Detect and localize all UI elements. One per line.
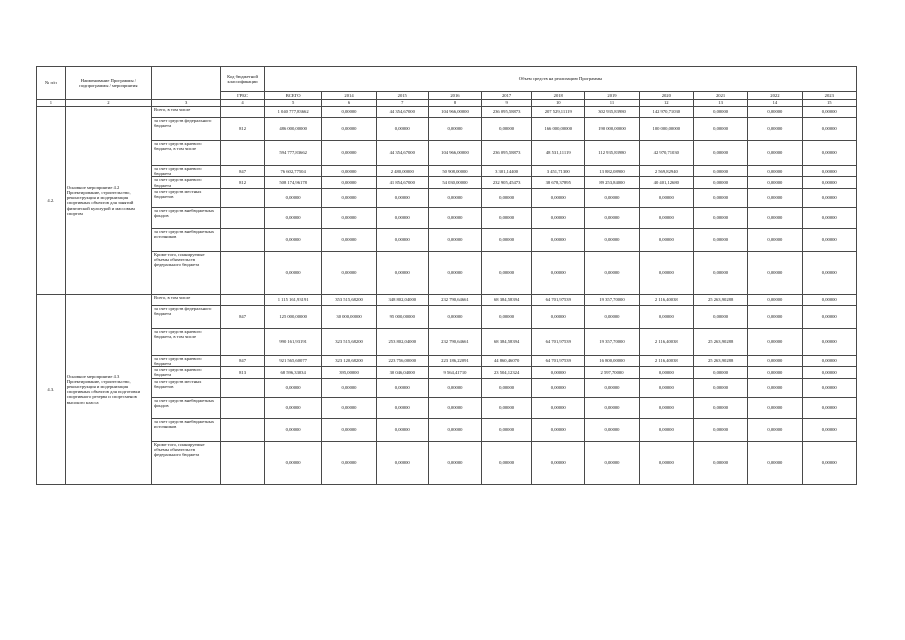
- year-value: 0,00000: [482, 441, 532, 484]
- year-value: 236 095,58873: [482, 141, 532, 166]
- year-value: 100 000,00000: [639, 118, 693, 141]
- grbs-code: 813: [221, 367, 265, 378]
- col-number: 1: [37, 100, 66, 107]
- grbs-code: [221, 251, 265, 294]
- total-value: 125 000,00000: [264, 305, 322, 328]
- funding-source: за счет средств краевого бюджета, в том числе: [152, 141, 221, 166]
- funding-source: за счет средств федерального бюджета: [152, 305, 221, 328]
- year-value: 2 116,40038: [639, 328, 693, 355]
- year-value: 2 569,82940: [639, 166, 693, 177]
- year-value: 0,00000: [748, 228, 802, 251]
- year-value: 207 529,11119: [532, 107, 585, 118]
- year-value: 0,00000: [802, 107, 856, 118]
- header-year: 2015: [376, 92, 428, 100]
- funding-source: за счет средств краевого бюджета: [152, 367, 221, 378]
- year-value: 0,00000: [322, 207, 376, 228]
- year-value: 0,00000: [693, 177, 747, 188]
- table-row: [37, 166, 857, 177]
- year-value: 0,00000: [748, 355, 802, 366]
- year-value: 323 515,68200: [322, 328, 376, 355]
- year-value: 0,00000: [482, 305, 532, 328]
- table-row: [37, 418, 857, 441]
- year-value: 0,00000: [585, 305, 639, 328]
- year-value: 0,00000: [693, 441, 747, 484]
- col-number: 5: [264, 100, 322, 107]
- year-value: 44 354,67000: [376, 141, 428, 166]
- year-value: 223 756,00000: [376, 355, 428, 366]
- item-number: 4.2.: [37, 107, 66, 295]
- year-value: 0,00000: [748, 107, 802, 118]
- year-value: 0,00000: [585, 397, 639, 418]
- col-number: 8: [428, 100, 481, 107]
- year-value: 0,00000: [428, 378, 481, 397]
- year-value: 0,00000: [639, 228, 693, 251]
- year-value: 0,00000: [802, 141, 856, 166]
- year-value: 2 116,40038: [639, 294, 693, 305]
- total-value: 1 040 777,83662: [264, 107, 322, 118]
- header-volume: Объем средств на реализацию Программы: [264, 67, 856, 92]
- funding-source: Кроме того, планируемые объемы обязательств федерального бюджета: [152, 441, 221, 484]
- funding-source: за счет средств внебюджетных источников: [152, 418, 221, 441]
- year-value: 112 935,83980: [585, 141, 639, 166]
- year-value: 0,00000: [532, 188, 585, 207]
- year-value: 0,00000: [428, 397, 481, 418]
- header-code: Код бюджетной классификации: [221, 67, 265, 92]
- year-value: 0,00000: [482, 418, 532, 441]
- year-value: 19 357,70000: [585, 328, 639, 355]
- year-value: 0,00000: [428, 118, 481, 141]
- year-value: 0,00000: [639, 418, 693, 441]
- year-value: 0,00000: [693, 207, 747, 228]
- year-value: 38 678,37895: [532, 177, 585, 188]
- funding-source: за счет средств внебюджетных фондов: [152, 207, 221, 228]
- col-number: 14: [748, 100, 802, 107]
- col-number: 13: [693, 100, 747, 107]
- year-value: 348 802,04000: [376, 294, 428, 305]
- year-value: 68 384,58394: [482, 328, 532, 355]
- year-value: 104 966,00000: [428, 141, 481, 166]
- year-value: 0,00000: [482, 118, 532, 141]
- year-value: 42 970,71030: [639, 141, 693, 166]
- year-value: 23 504,12324: [482, 367, 532, 378]
- year-value: 0,00000: [748, 207, 802, 228]
- year-value: 41 854,67000: [376, 177, 428, 188]
- total-value: 1 115 161,93191: [264, 294, 322, 305]
- year-value: 323 120,68200: [322, 355, 376, 366]
- table-row: [37, 397, 857, 418]
- year-value: 25 263,90288: [693, 294, 747, 305]
- year-value: 0,00000: [693, 367, 747, 378]
- year-value: 0,00000: [428, 228, 481, 251]
- year-value: 0,00000: [376, 397, 428, 418]
- col-number: 12: [639, 100, 693, 107]
- grbs-code: [221, 441, 265, 484]
- year-value: 0,00000: [428, 251, 481, 294]
- header-year: 2018: [532, 92, 585, 100]
- year-value: 0,00000: [322, 397, 376, 418]
- year-value: 0,00000: [748, 141, 802, 166]
- year-value: 2 116,40038: [639, 355, 693, 366]
- year-value: 0,00000: [802, 328, 856, 355]
- year-value: 0,00000: [748, 367, 802, 378]
- year-value: 25 263,90288: [693, 355, 747, 366]
- funding-source: за счет средств краевого бюджета, в том числе: [152, 328, 221, 355]
- year-value: 0,00000: [532, 207, 585, 228]
- year-value: 0,00000: [322, 177, 376, 188]
- table-row: [37, 378, 857, 397]
- funding-source: за счет средств внебюджетных фондов: [152, 397, 221, 418]
- grbs-code: 812: [221, 177, 265, 188]
- year-value: 50 908,00000: [428, 166, 481, 177]
- year-value: 0,00000: [693, 107, 747, 118]
- year-value: 166 000,00000: [532, 118, 585, 141]
- year-value: 0,00000: [585, 188, 639, 207]
- year-value: 0,00000: [639, 251, 693, 294]
- grbs-code: 812: [221, 118, 265, 141]
- year-value: 2 480,00000: [376, 166, 428, 177]
- total-value: 0,00000: [264, 378, 322, 397]
- year-value: 0,00000: [693, 378, 747, 397]
- year-value: 0,00000: [322, 251, 376, 294]
- header-year: 2022: [748, 92, 802, 100]
- year-value: 44 354,67000: [376, 107, 428, 118]
- year-value: 0,00000: [322, 118, 376, 141]
- year-value: 0,00000: [748, 378, 802, 397]
- total-value: 0,00000: [264, 207, 322, 228]
- year-value: 0,00000: [639, 397, 693, 418]
- year-value: 0,00000: [322, 378, 376, 397]
- col-number: 6: [322, 100, 376, 107]
- year-value: 0,00000: [639, 441, 693, 484]
- header-total: ВСЕГО: [264, 92, 322, 100]
- grbs-code: [221, 207, 265, 228]
- year-value: 0,00000: [376, 418, 428, 441]
- total-value: 0,00000: [264, 188, 322, 207]
- year-value: 0,00000: [482, 378, 532, 397]
- year-value: 0,00000: [376, 207, 428, 228]
- year-value: 44 860,46070: [482, 355, 532, 366]
- year-value: 0,00000: [585, 207, 639, 228]
- year-value: 104 966,00000: [428, 107, 481, 118]
- year-value: 0,00000: [802, 177, 856, 188]
- year-value: 0,00000: [585, 378, 639, 397]
- year-value: 0,00000: [639, 378, 693, 397]
- col-number: 9: [482, 100, 532, 107]
- grbs-code: [221, 107, 265, 118]
- table-row: [37, 305, 857, 328]
- year-value: 0,00000: [322, 166, 376, 177]
- year-value: 0,00000: [428, 207, 481, 228]
- year-value: 0,00000: [322, 107, 376, 118]
- year-value: 0,00000: [802, 251, 856, 294]
- year-value: 0,00000: [322, 188, 376, 207]
- table-row: [37, 251, 857, 294]
- year-value: 0,00000: [693, 166, 747, 177]
- year-value: 0,00000: [748, 188, 802, 207]
- table-row: [37, 118, 857, 141]
- year-value: 190 000,00000: [585, 118, 639, 141]
- year-value: 0,00000: [748, 118, 802, 141]
- year-value: 0,00000: [802, 207, 856, 228]
- year-value: 0,00000: [693, 228, 747, 251]
- grbs-code: [221, 418, 265, 441]
- header-empty: [152, 67, 221, 100]
- year-value: 0,00000: [693, 397, 747, 418]
- year-value: 0,00000: [802, 228, 856, 251]
- col-number: 2: [65, 100, 151, 107]
- year-value: 0,00000: [428, 188, 481, 207]
- year-value: 0,00000: [585, 441, 639, 484]
- funding-source: Всего, в том числе: [152, 294, 221, 305]
- year-value: 0,00000: [532, 367, 585, 378]
- year-value: 3 451,71300: [532, 166, 585, 177]
- year-value: 0,00000: [748, 397, 802, 418]
- total-value: 0,00000: [264, 228, 322, 251]
- year-value: 0,00000: [802, 367, 856, 378]
- year-value: 253 802,04000: [376, 328, 428, 355]
- year-value: 0,00000: [748, 294, 802, 305]
- year-value: 0,00000: [802, 397, 856, 418]
- year-value: 0,00000: [693, 188, 747, 207]
- funding-source: за счет средств краевого бюджета: [152, 166, 221, 177]
- year-value: 68 384,58394: [482, 294, 532, 305]
- year-value: 0,00000: [585, 418, 639, 441]
- year-value: 95 000,00000: [376, 305, 428, 328]
- year-value: 0,00000: [585, 228, 639, 251]
- year-value: 0,00000: [802, 118, 856, 141]
- header-year: 2023: [802, 92, 856, 100]
- year-value: 54 030,00000: [428, 177, 481, 188]
- year-value: 48 531,11119: [532, 141, 585, 166]
- year-value: 0,00000: [585, 251, 639, 294]
- year-value: 0,00000: [322, 141, 376, 166]
- header-name: Наименование Программы / подпрограммы / мероприятия: [65, 67, 151, 100]
- item-number: 4.3.: [37, 294, 66, 484]
- total-value: 76 602,77504: [264, 166, 322, 177]
- year-value: 302 935,83980: [585, 107, 639, 118]
- year-value: 30 000,00000: [322, 305, 376, 328]
- year-value: 0,00000: [376, 441, 428, 484]
- item-name: Основное мероприятие 4.3 Проектирование, строительство, реконструкция и модернизация спортивных объектов для подготовки спортивного резерва и спортсменов высокого класса: [65, 294, 151, 484]
- year-value: 30 046,04000: [376, 367, 428, 378]
- funding-source: за счет средств местных бюджетов: [152, 378, 221, 397]
- year-value: 0,00000: [639, 207, 693, 228]
- funding-source: за счет средств внебюджетных источников: [152, 228, 221, 251]
- year-value: 0,00000: [693, 305, 747, 328]
- year-value: 0,00000: [532, 305, 585, 328]
- year-value: 0,00000: [802, 188, 856, 207]
- year-value: 0,00000: [802, 441, 856, 484]
- year-value: 0,00000: [693, 251, 747, 294]
- header-year: 2017: [482, 92, 532, 100]
- funding-source: за счет средств краевого бюджета: [152, 177, 221, 188]
- year-value: 40 401,12680: [639, 177, 693, 188]
- year-value: 0,00000: [532, 228, 585, 251]
- year-value: 0,00000: [802, 294, 856, 305]
- year-value: 0,00000: [693, 418, 747, 441]
- year-value: 0,00000: [802, 355, 856, 366]
- budget-table: [36, 66, 857, 485]
- year-value: 0,00000: [376, 378, 428, 397]
- year-value: 0,00000: [639, 305, 693, 328]
- table-row: [37, 107, 857, 118]
- year-value: 0,00000: [748, 328, 802, 355]
- year-value: 0,00000: [428, 441, 481, 484]
- grbs-code: [221, 397, 265, 418]
- grbs-code: [221, 141, 265, 166]
- year-value: 0,00000: [376, 188, 428, 207]
- table-row: [37, 441, 857, 484]
- year-value: 236 095,58873: [482, 107, 532, 118]
- total-value: 68 596,33034: [264, 367, 322, 378]
- year-value: 0,00000: [428, 305, 481, 328]
- column-number-row: [37, 100, 857, 107]
- year-value: 0,00000: [748, 441, 802, 484]
- year-value: 232 905,45473: [482, 177, 532, 188]
- col-number: 10: [532, 100, 585, 107]
- grbs-code: [221, 328, 265, 355]
- year-value: 0,00000: [532, 397, 585, 418]
- header-year: 2020: [639, 92, 693, 100]
- table-row: [37, 355, 857, 366]
- year-value: 16 800,00000: [585, 355, 639, 366]
- year-value: 232 790,64661: [428, 294, 481, 305]
- year-value: 9 564,41710: [428, 367, 481, 378]
- grbs-code: 847: [221, 355, 265, 366]
- year-value: 0,00000: [482, 188, 532, 207]
- year-value: 89 253,84000: [585, 177, 639, 188]
- total-value: 486 000,00000: [264, 118, 322, 141]
- funding-source: Кроме того, планируемые объемы обязательств федерального бюджета: [152, 251, 221, 294]
- year-value: 0,00000: [802, 166, 856, 177]
- year-value: 0,00000: [693, 141, 747, 166]
- table-row: [37, 177, 857, 188]
- year-value: 232 790,64661: [428, 328, 481, 355]
- year-value: 0,00000: [748, 166, 802, 177]
- total-value: 0,00000: [264, 251, 322, 294]
- year-value: 2 597,70000: [585, 367, 639, 378]
- header-code-sub: ГРБС: [221, 92, 265, 100]
- year-value: 3 301,14400: [482, 166, 532, 177]
- year-value: 0,00000: [802, 305, 856, 328]
- table-row: [37, 207, 857, 228]
- year-value: 0,00000: [322, 441, 376, 484]
- col-number: 4: [221, 100, 265, 107]
- year-value: 0,00000: [428, 418, 481, 441]
- year-value: 0,00000: [322, 418, 376, 441]
- grbs-code: [221, 188, 265, 207]
- funding-source: за счет средств краевого бюджета: [152, 355, 221, 366]
- grbs-code: [221, 378, 265, 397]
- grbs-code: [221, 228, 265, 251]
- year-value: 0,00000: [482, 397, 532, 418]
- table-row: [37, 294, 857, 305]
- year-value: 0,00000: [693, 118, 747, 141]
- year-value: 0,00000: [748, 251, 802, 294]
- funding-source: за счет средств местных бюджетов: [152, 188, 221, 207]
- year-value: 0,00000: [532, 441, 585, 484]
- year-value: 0,00000: [748, 177, 802, 188]
- header-year: 2016: [428, 92, 481, 100]
- total-value: 0,00000: [264, 441, 322, 484]
- total-value: 0,00000: [264, 397, 322, 418]
- col-number: 7: [376, 100, 428, 107]
- total-value: 921 565,60077: [264, 355, 322, 366]
- year-value: 25 263,90288: [693, 328, 747, 355]
- grbs-code: 847: [221, 166, 265, 177]
- col-number: 15: [802, 100, 856, 107]
- grbs-code: [221, 294, 265, 305]
- year-value: 64 701,97539: [532, 355, 585, 366]
- grbs-code: 847: [221, 305, 265, 328]
- year-value: 0,00000: [482, 228, 532, 251]
- col-number: 3: [152, 100, 221, 107]
- year-value: 142 970,71030: [639, 107, 693, 118]
- funding-source: Всего, в том числе: [152, 107, 221, 118]
- year-value: 0,00000: [639, 367, 693, 378]
- year-value: 0,00000: [532, 378, 585, 397]
- table-row: [37, 141, 857, 166]
- total-value: 594 777,83662: [264, 141, 322, 166]
- year-value: 0,00000: [802, 378, 856, 397]
- year-value: 64 701,97539: [532, 294, 585, 305]
- header-year: 2014: [322, 92, 376, 100]
- year-value: 0,00000: [802, 418, 856, 441]
- table-row: [37, 367, 857, 378]
- year-value: 353 515,68200: [322, 294, 376, 305]
- year-value: 0,00000: [376, 228, 428, 251]
- year-value: 19 357,70000: [585, 294, 639, 305]
- year-value: 0,00000: [482, 207, 532, 228]
- table-row: [37, 188, 857, 207]
- year-value: 0,00000: [322, 228, 376, 251]
- year-value: 64 701,97539: [532, 328, 585, 355]
- year-value: 0,00000: [748, 418, 802, 441]
- col-number: 11: [585, 100, 639, 107]
- item-name: Основное мероприятие 4.2 Проектирование, строительство, реконструкция и модернизация спортивных объектов для занятий физической культурой и массовым спортом: [65, 107, 151, 295]
- total-value: 0,00000: [264, 418, 322, 441]
- year-value: 223 186,22091: [428, 355, 481, 366]
- year-value: 0,00000: [376, 251, 428, 294]
- table-row: [37, 328, 857, 355]
- year-value: 0,00000: [376, 118, 428, 141]
- funding-source: за счет средств федерального бюджета: [152, 118, 221, 141]
- table-row: [37, 228, 857, 251]
- total-value: 508 174,96178: [264, 177, 322, 188]
- header-year: 2019: [585, 92, 639, 100]
- year-value: 395,00000: [322, 367, 376, 378]
- year-value: 13 882,08900: [585, 166, 639, 177]
- year-value: 0,00000: [639, 188, 693, 207]
- total-value: 990 161,93191: [264, 328, 322, 355]
- header-num: № п/п: [37, 67, 66, 100]
- header-year: 2021: [693, 92, 747, 100]
- year-value: 0,00000: [532, 418, 585, 441]
- year-value: 0,00000: [482, 251, 532, 294]
- year-value: 0,00000: [532, 251, 585, 294]
- year-value: 0,00000: [748, 305, 802, 328]
